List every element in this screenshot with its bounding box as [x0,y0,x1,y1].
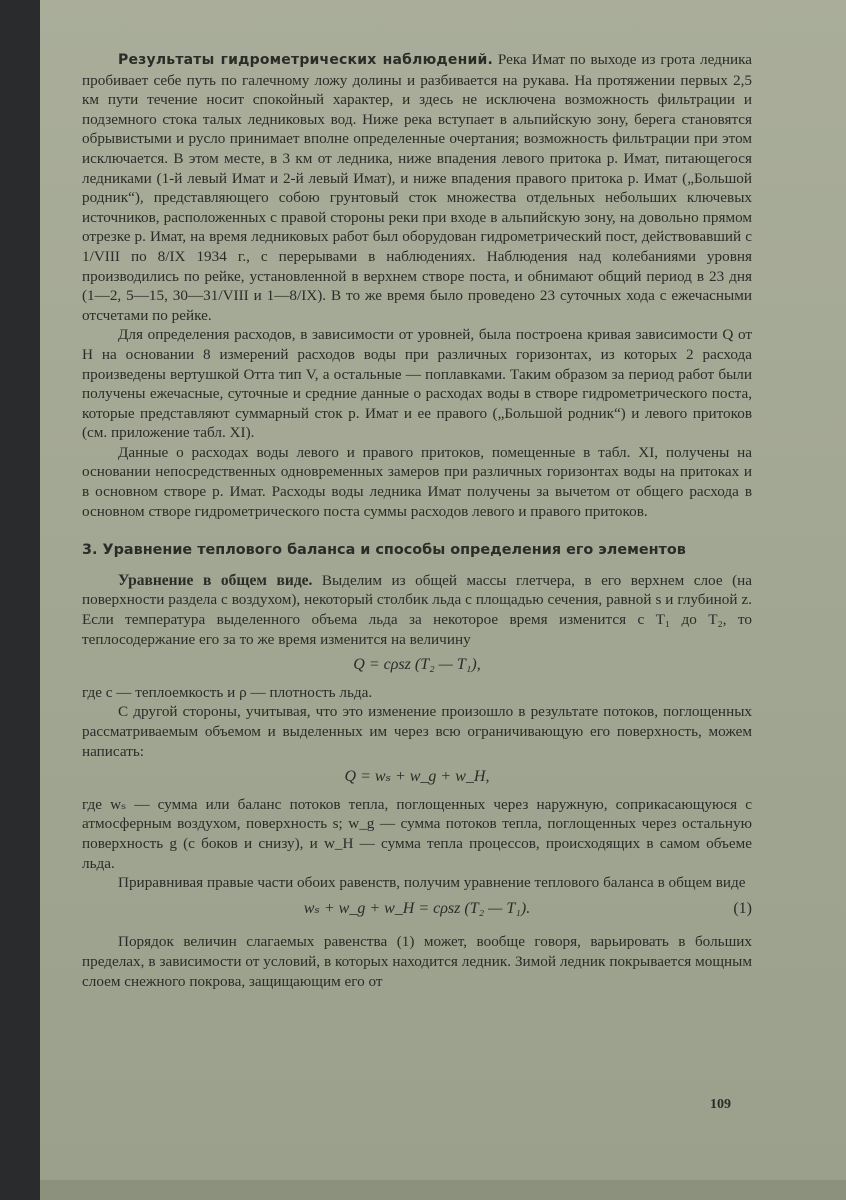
equation-number: (1) [733,899,752,917]
formula-heat-content: Q = cρsz (T₂ — T₁), [353,656,481,674]
equation-paragraph-4: где wₛ — сумма или баланс потоков тепла, поглощенных через наружную, соприкасающуюся с атмосферным воздухом, поверхность s; w_g — сумма потоков тепла, поглощенных через остальную поверхность g (с боков и снизу), и w_H — сумма тепла процессов, происходящих в самом объеме льда. [82,795,752,872]
hydrometric-heading: Результаты гидрометрических наблюдений. [118,52,494,68]
section-title: 3. Уравнение теплового баланса и способы определения его элементов [82,542,686,559]
formula-flux-sum: Q = wₛ + w_g + w_H, [344,768,490,786]
equation-heading: Уравнение в общем виде. [118,571,313,589]
page-number: 109 [710,1097,731,1112]
formula-heat-balance [82,899,752,919]
equation-paragraph-1 [82,571,752,649]
hydrometric-text-1: Река Имат по выходе из грота ледника пробивает себе путь по галечному ложу долины и разбивается на рукава. На протяжении первых 2,5 км пути течение носит спокойный характер, и здесь не исключена возможность фильтрации и подземного стока талых ледниковых вод. Ниже река вступает в альпийскую зону, берега становятся обрывистыми и русло принимает вполне определенные очертания; возможность фильтрации при этом исключается. В этом месте, в 3 км от ледника, ниже впадения левого притока р. Имат, питающегося ледниками (1-й левый Имат и 2-й левый Имат), и ниже впадения правого притока р. Имат („Большой родник“), представляющего собою грунтовый сток множества отдельных небольших ключевых источников, расположенных с правой стороны реки при входе в альпийскую зону, на довольно прямом отрезке р. Имат, на время ледниковых работ был оборудован гидрометрический пост, действовавший с 1/VIII по 8/IX 1934 г., с перерывами в наблюдениях. Наблюдения над колебаниями уровня производились по рейке, установленной в верхнем створе поста, и обнимают общий период в 23 дня (1—2, 5—15, 30—31/VIII и 1—8/IX). В то же время было проведено 23 суточных хода с ежечасными отсчетами по рейке. [82,51,752,324]
equation-paragraph-3: С другой стороны, учитывая, что это изменение произошло в результате потоков, поглощенных рассматриваемым объемом и выделенных им через всю ограничивающую его поверхность, можем написать: [82,703,752,760]
hydrometric-paragraph-3: Данные о расходах воды левого и правого притоков, помещенные в табл. XI, получены на основании непосредственных одновременных замеров при различных горизонтах воды на притоках и в основном створе р. Имат. Расходы воды ледника Имат получены за вычетом от общего расхода в основном створе гидрометрического поста суммы расходов левого и правого притоков. [82,443,752,520]
page-bottom-edge [40,1180,846,1200]
equation-text-1: Выделим из общей массы глетчера, в его верхнем слое (на поверхности раздела с воздухом), некоторый столбик льда с площадью сечения, равной s и глубиной z. Если температура выделенного объема льда за некоторое время изменится с T₁ до T₂, то теплосодержание его за то же время изменится на величину [82,571,753,648]
hydrometric-paragraph-1 [82,50,752,325]
hydrometric-paragraph-2: Для определения расходов, в зависимости от уровней, была построена кривая зависимости Q от H на основании 8 измерений расходов воды при различных горизонтах, из которых 2 расхода произведены вертушкой Отта тип V, а остальные — поплавками. Таким образом за период работ были получены ежечасные, суточные и средние данные о расходах воды в створе гидрометрического поста, которые представляют суммарный сток р. Имат и ее правого („Большой родник“) и левого притоков (см. приложение табл. XI). [82,326,752,442]
equation-paragraph-5: Приравнивая правые части обоих равенств, получим уравнение теплового баланса в общем виде [118,874,746,892]
book-page [40,0,846,1200]
formula-heat-balance-body: wₛ + w_g + w_H = cρsz (T₂ — T₁). [303,899,531,917]
page-content [82,50,752,991]
equation-paragraph-2: где c — теплоемкость и ρ — плотность льда. [82,683,373,701]
equation-paragraph-6: Порядок величин слагаемых равенства (1) может, вообще говоря, варьировать в больших пределах, в зависимости от условий, в которых находится ледник. Зимой ледник покрывается мощным слоем снежного покрова, защищающим его от [82,933,752,990]
